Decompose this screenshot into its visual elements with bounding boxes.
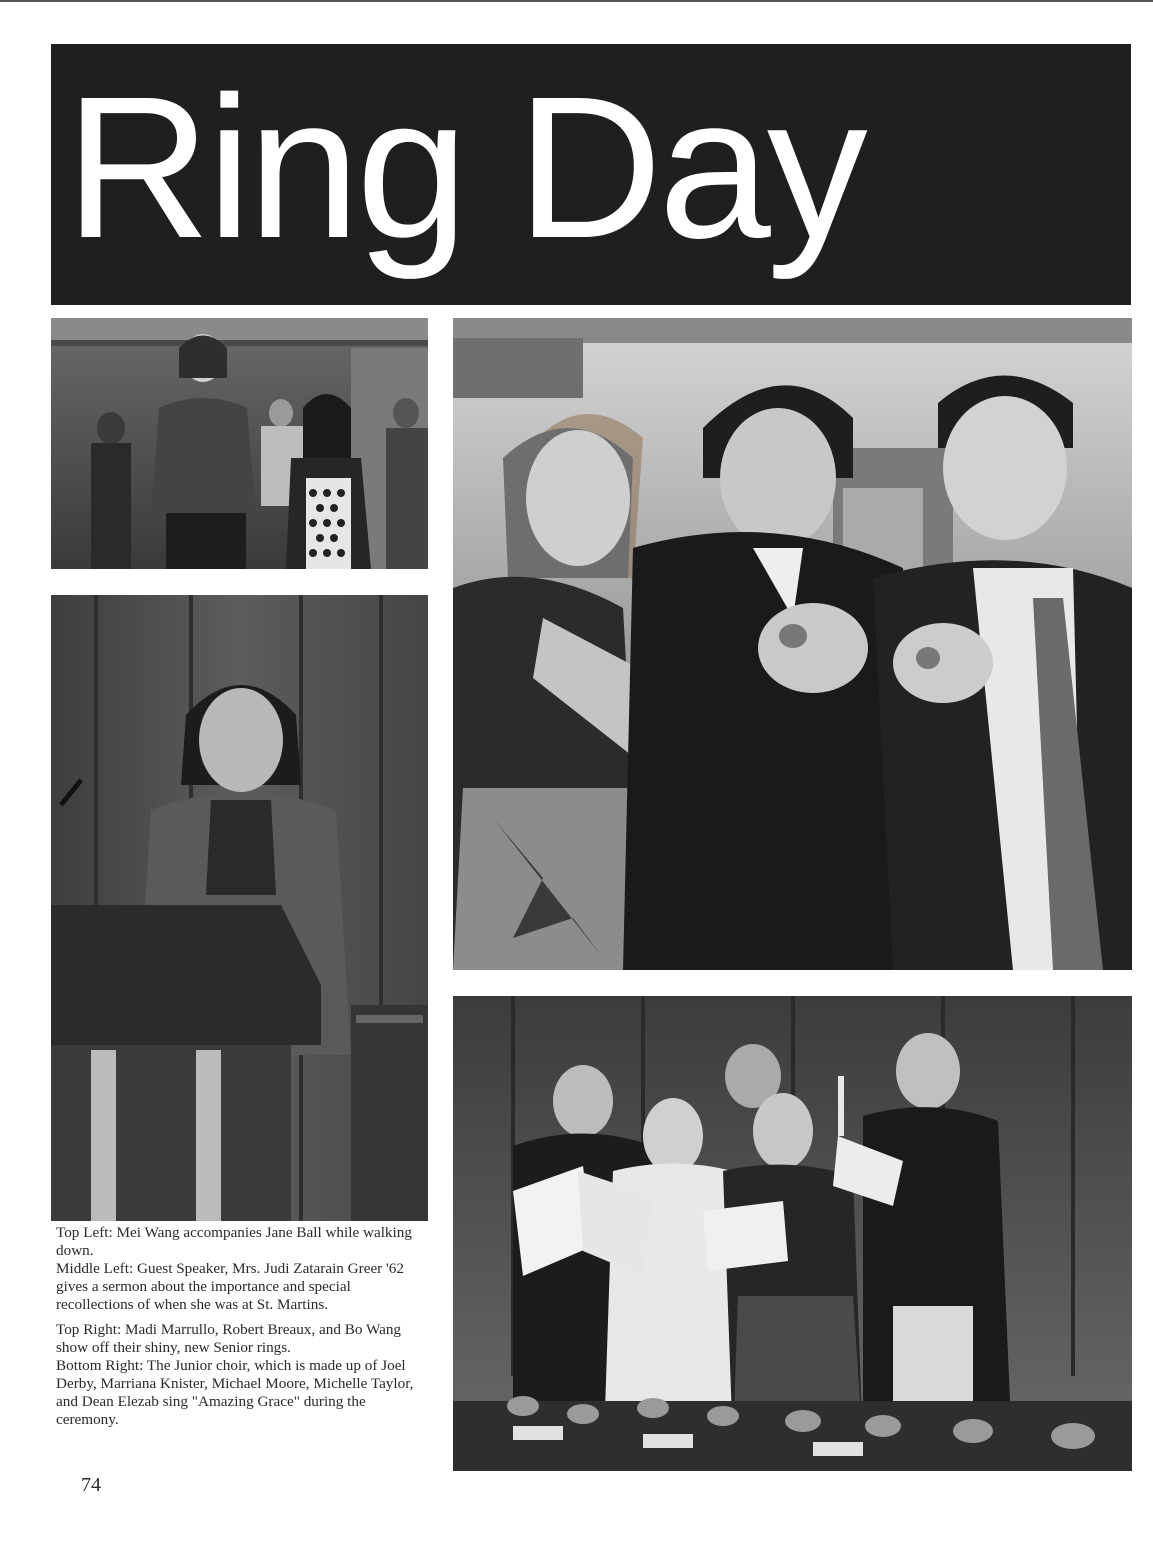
photo-bottom-right bbox=[453, 996, 1132, 1471]
photo-middle-left-image bbox=[51, 595, 428, 1221]
photo-top-right-image bbox=[453, 318, 1132, 970]
photo-top-right bbox=[453, 318, 1132, 970]
caption-top-right: Top Right: Madi Marrullo, Robert Breaux, and Bo Wang show off their shiny, new Senior rings. bbox=[56, 1321, 402, 1356]
page-title: Ring Day bbox=[65, 54, 864, 280]
photo-bottom-right-image bbox=[453, 996, 1132, 1471]
photo-captions bbox=[56, 1224, 426, 1436]
caption-block-right bbox=[56, 1321, 426, 1429]
page-number: 74 bbox=[81, 1474, 101, 1496]
caption-bottom-right: Bottom Right: The Junior choir, which is made up of Joel Derby, Marriana Knister, Michael Moore, Michelle Taylor, and Dean Elezab sing "Amazing Grace" during the ceremony. bbox=[56, 1357, 414, 1428]
caption-block-left bbox=[56, 1224, 426, 1314]
caption-top-left: Top Left: Mei Wang accompanies Jane Ball while walking down. bbox=[56, 1224, 412, 1259]
photo-top-left-image bbox=[51, 318, 428, 569]
title-banner bbox=[51, 44, 1131, 305]
page-top-rule bbox=[0, 0, 1153, 2]
photo-middle-left bbox=[51, 595, 428, 1221]
caption-middle-left: Middle Left: Guest Speaker, Mrs. Judi Zatarain Greer '62 gives a sermon about the importance and special recollections of when she was at St. Martins. bbox=[56, 1260, 404, 1313]
photo-top-left bbox=[51, 318, 428, 569]
